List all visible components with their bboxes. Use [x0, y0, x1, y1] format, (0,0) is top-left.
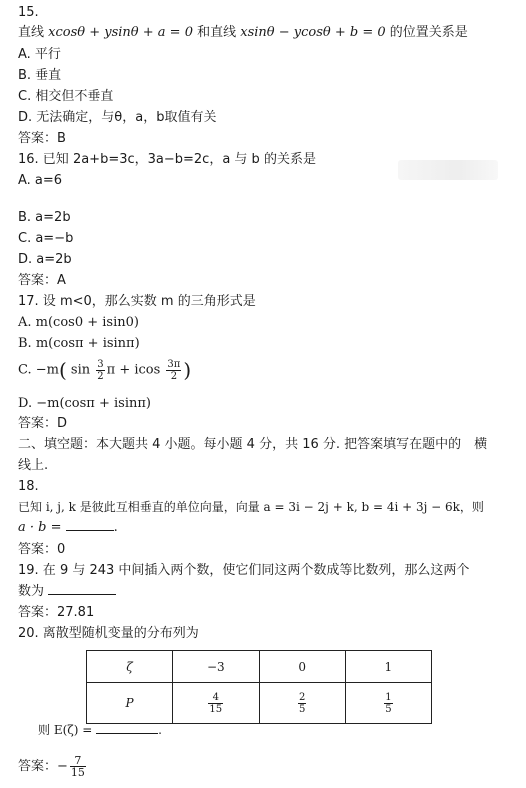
- q20-answer-label: 答案：: [18, 759, 58, 774]
- table-cell: [259, 683, 345, 724]
- q15-stem: [18, 25, 468, 41]
- q16-option-a: A. a=6: [18, 173, 63, 188]
- q20-stem: 20. 离散型随机变量的分布列为: [18, 626, 199, 641]
- q17-option-d: D. −m(cosπ + isinπ): [18, 396, 151, 411]
- table-cell: ζ: [87, 651, 173, 683]
- q20-answer: [18, 754, 88, 780]
- prob-fraction: [208, 692, 223, 715]
- q17-stem: 17. 设 m<0，那么实数 m 的三角形式是: [18, 294, 256, 309]
- q20-ask-text: 则 E(ζ) =: [38, 723, 93, 737]
- prob-num: 4: [212, 691, 219, 703]
- q16-option-c: C. a=−b: [18, 231, 74, 246]
- q15-option-d: D. 无法确定，与θ，a，b取值有关: [18, 110, 217, 125]
- q20-answer-den: 15: [70, 766, 85, 779]
- scan-smudge: [398, 160, 498, 180]
- table-row: [87, 683, 432, 724]
- q19-stem-line2: [18, 584, 116, 600]
- prob-fraction: [298, 692, 306, 715]
- q15-option-c: C. 相交但不垂直: [18, 89, 114, 104]
- q17-c-prefix: C. −m: [18, 362, 59, 378]
- q15-answer: 答案：B: [18, 131, 66, 146]
- q19-answer: 答案：27.81: [18, 605, 95, 620]
- table-cell: [345, 683, 431, 724]
- table-row: [87, 651, 432, 683]
- distribution-table: [86, 650, 432, 724]
- prob-den: 15: [209, 703, 223, 715]
- q17-c-frac1: [96, 359, 104, 382]
- prob-den: 5: [385, 703, 392, 715]
- q16-option-d: D. a=2b: [18, 252, 72, 267]
- prob-fraction: [384, 692, 392, 715]
- q19-blank: [48, 594, 116, 595]
- prob-num: 2: [298, 691, 306, 703]
- table-cell: [173, 683, 259, 724]
- q16-stem: 16. 已知 2a+b=3c，3a−b=2c，a 与 b 的关系是: [18, 152, 316, 167]
- q15-line1: xcosθ + ysinθ + a = 0: [48, 25, 193, 40]
- q17-c-mid: π + icos: [106, 362, 161, 378]
- q20-answer-fraction: [70, 755, 86, 778]
- q17-c-frac2-den: 2: [166, 370, 181, 382]
- q18-ask-text: a · b =: [18, 520, 62, 535]
- q17-c-lparen: (: [58, 358, 67, 382]
- q15-stem-a: 直线: [18, 25, 45, 40]
- prob-den: 5: [298, 703, 306, 715]
- q20-blank: [96, 733, 158, 734]
- q15-stem-b: 和直线: [197, 25, 237, 40]
- q18-number: 18.: [18, 479, 39, 494]
- section2-line1: 二、填空题：本大题共 4 小题。每小题 4 分，共 16 分. 把答案填写在题中的 横: [18, 437, 488, 452]
- q17-c-sin: sin: [70, 362, 91, 378]
- q17-c-frac2-num: 3π: [167, 358, 181, 370]
- q17-option-a: A. m(cos0 + isin0): [18, 315, 139, 330]
- table-cell: 0: [259, 651, 345, 683]
- q16-option-b: B. a=2b: [18, 210, 71, 225]
- table-cell: −3: [173, 651, 259, 683]
- q17-c-rparen: ): [183, 358, 192, 382]
- q16-answer: 答案：A: [18, 273, 66, 288]
- q17-option-b: B. m(cosπ + isinπ): [18, 336, 140, 351]
- q15-stem-c: 的位置关系是: [389, 25, 468, 40]
- q20-ask: 则 E(ζ) = .: [38, 723, 162, 737]
- q17-c-frac2: [166, 359, 181, 382]
- q20-answer-sign: −: [57, 759, 68, 774]
- table-cell: P: [87, 683, 173, 724]
- q15-line2: xsinθ − ycosθ + b = 0: [240, 25, 386, 40]
- q18-answer: 答案：0: [18, 542, 66, 557]
- q17-c-frac1-num: 3: [97, 358, 104, 370]
- section2-line2: 线上.: [18, 458, 49, 473]
- q20-answer-num: 7: [74, 754, 82, 767]
- q19-stem2-text: 数为: [18, 584, 45, 599]
- q18-blank: [66, 530, 114, 531]
- table-cell: 1: [345, 651, 431, 683]
- q17-option-c: [18, 358, 191, 383]
- q15-option-a: A. 平行: [18, 47, 61, 62]
- q15-number: 15.: [18, 5, 39, 20]
- q18-stem: 已知 i, j, k 是彼此互相垂直的单位向量，向量 a = 3i − 2j + k, b = 4i + 3j − 6k，则: [18, 500, 484, 514]
- q17-answer: 答案：D: [18, 416, 68, 431]
- q18-ask: a · b = .: [18, 520, 118, 535]
- q19-stem-line1: 19. 在 9 与 243 中间插入两个数，使它们同这两个数成等比数列，那么这两个: [18, 563, 470, 578]
- q17-c-frac1-den: 2: [97, 370, 104, 382]
- q15-option-b: B. 垂直: [18, 68, 62, 83]
- prob-num: 1: [385, 691, 392, 703]
